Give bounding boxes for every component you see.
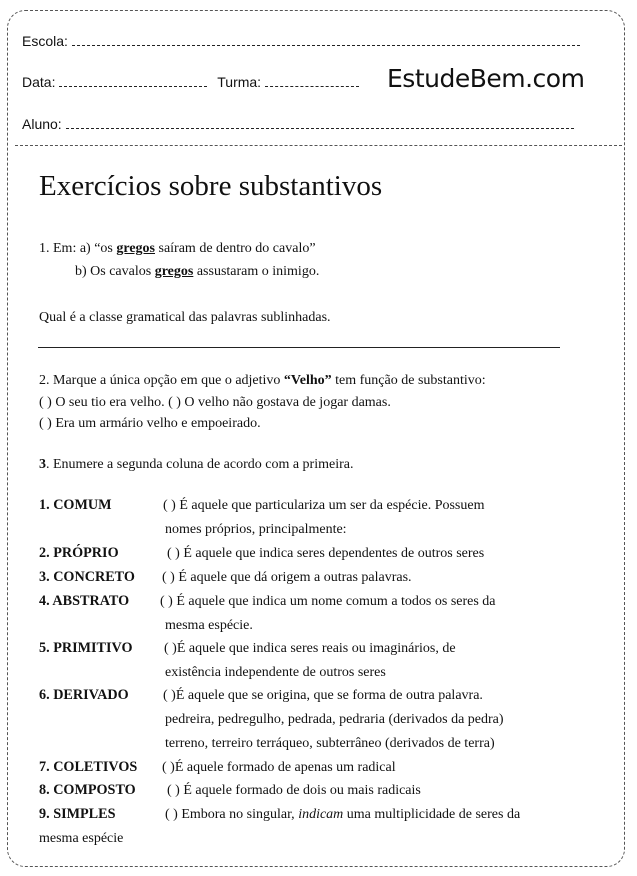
q1-question: Qual é a classe gramatical das palavras sublinhadas. xyxy=(39,310,331,325)
page-title: Exercícios sobre substantivos xyxy=(39,170,383,202)
q1-rest-b: assustaram o inimigo. xyxy=(193,264,320,279)
term-derivado: 6. DERIVADO xyxy=(39,687,129,703)
escola-row xyxy=(22,33,580,49)
desc-9a[interactable] xyxy=(165,807,520,823)
desc-4a[interactable]: ( ) É aquele que indica um nome comum a todos os seres da xyxy=(160,594,496,609)
q1-rest-a: saíram de dentro do cavalo” xyxy=(155,241,316,256)
term-concreto: 3. CONCRETO xyxy=(39,569,135,585)
desc-5b: existência independente de outros seres xyxy=(165,665,386,680)
desc-9b: mesma espécie xyxy=(39,831,124,846)
q3-number: 3 xyxy=(39,457,46,472)
q1-prefix: 1. Em: a) “os xyxy=(39,241,117,256)
term-coletivos: 7. COLETIVOS xyxy=(39,759,138,775)
desc-2[interactable]: ( ) É aquele que indica seres dependentes de outros seres xyxy=(167,546,485,561)
desc-6b: pedreira, pedregulho, pedrada, pedraria (derivados da pedra) xyxy=(165,712,504,727)
data-row xyxy=(22,74,359,90)
q2-statement xyxy=(39,373,486,389)
desc-6c: terreno, terreiro terráqueo, subterrâneo (derivados de terra) xyxy=(165,736,495,751)
desc-4b: mesma espécie. xyxy=(165,618,253,633)
q1-underlined-word-a: gregos xyxy=(116,241,155,256)
desc-6a[interactable]: ( )É aquele que se origina, que se forma de outra palavra. xyxy=(163,688,483,703)
q1-line-b xyxy=(75,264,319,280)
q2-options-1[interactable]: ( ) O seu tio era velho. ( ) O velho não gostava de jogar damas. xyxy=(39,395,391,410)
q1-answer-line[interactable] xyxy=(38,347,560,348)
aluno-label: Aluno: xyxy=(22,116,62,132)
desc-1b: nomes próprios, principalmente: xyxy=(165,522,347,537)
term-composto: 8. COMPOSTO xyxy=(39,782,136,798)
turma-label: Turma: xyxy=(217,74,262,90)
term-abstrato: 4. ABSTRATO xyxy=(39,593,130,609)
desc-8[interactable]: ( ) É aquele formado de dois ou mais radicais xyxy=(167,783,421,798)
escola-field[interactable] xyxy=(72,44,580,46)
data-field[interactable] xyxy=(59,85,207,87)
escola-label: Escola: xyxy=(22,33,68,49)
desc-7[interactable]: ( )É aquele formado de apenas um radical xyxy=(162,760,396,775)
q1-b-prefix: b) Os cavalos xyxy=(75,264,155,279)
q1-line-a xyxy=(39,241,316,257)
q2-keyword: “Velho” xyxy=(283,373,332,388)
term-simples: 9. SIMPLES xyxy=(39,806,116,822)
term-primitivo: 5. PRIMITIVO xyxy=(39,640,133,656)
header-divider xyxy=(15,145,622,146)
q3-text: . Enumere a segunda coluna de acordo com a primeira. xyxy=(46,457,354,472)
q1-underlined-word-b: gregos xyxy=(154,264,194,279)
desc-1a[interactable]: ( ) É aquele que particulariza um ser da espécie. Possuem xyxy=(163,498,485,513)
aluno-row xyxy=(22,116,574,132)
aluno-field[interactable] xyxy=(66,127,574,129)
q3-statement xyxy=(39,457,353,473)
turma-field[interactable] xyxy=(265,85,359,87)
q2-prefix: 2. Marque a única opção em que o adjetivo xyxy=(39,373,284,388)
desc-9-pre: ( ) Embora no singular, xyxy=(165,807,299,822)
desc-9-italic: indicam xyxy=(298,807,344,822)
term-comum: 1. COMUM xyxy=(39,497,112,513)
desc-5a[interactable]: ( )É aquele que indica seres reais ou imaginários, de xyxy=(164,641,456,656)
term-proprio: 2. PRÓPRIO xyxy=(39,545,119,561)
desc-9-post: uma multiplicidade de seres da xyxy=(343,807,521,822)
desc-3[interactable]: ( ) É aquele que dá origem a outras palavras. xyxy=(162,570,412,585)
data-label: Data: xyxy=(22,74,56,90)
q2-options-2[interactable]: ( ) Era um armário velho e empoeirado. xyxy=(39,416,261,431)
q2-suffix: tem função de substantivo: xyxy=(331,373,486,388)
brand-logo: EstudeBem.com xyxy=(387,64,585,93)
